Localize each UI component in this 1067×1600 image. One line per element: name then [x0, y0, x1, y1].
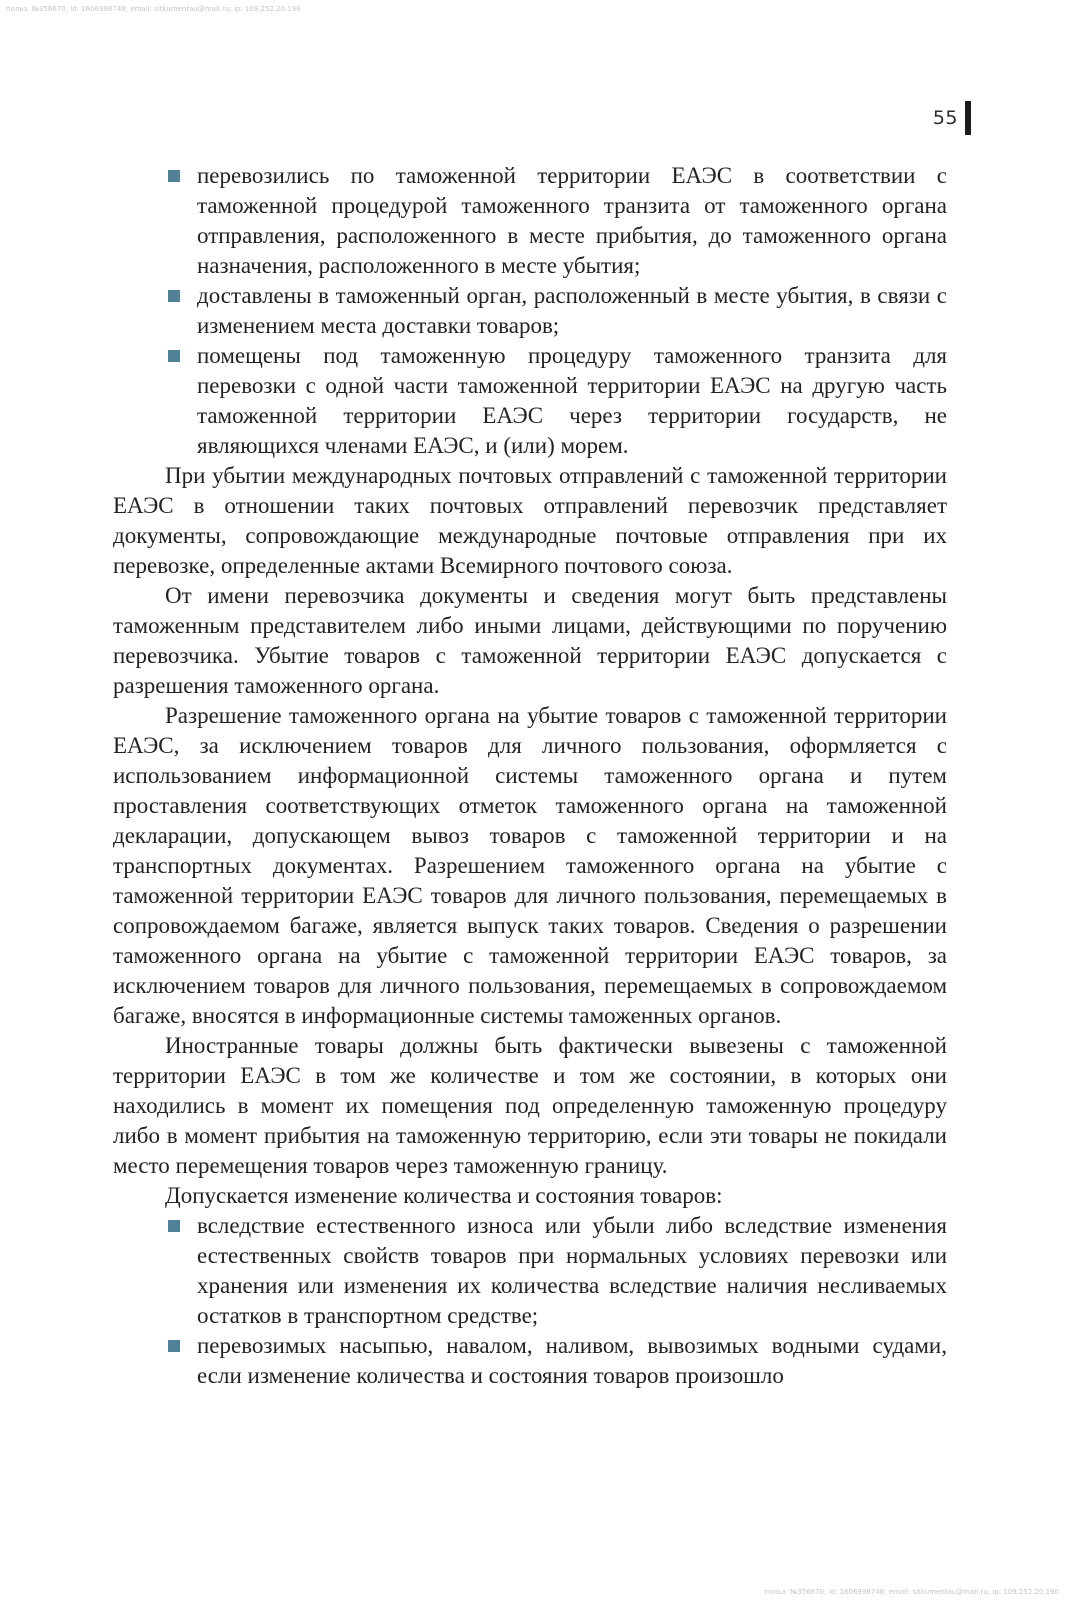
watermark-bottom: польз. №356670; id: 1606998748; email: sitkumentau@mail.ru; ip: 109.252.20.190 [764, 1588, 1059, 1596]
square-bullet-icon [168, 1220, 180, 1232]
list-item [197, 161, 947, 281]
page-number-bar [965, 101, 971, 135]
bullet-list-conditions [113, 161, 947, 461]
list-item [197, 341, 947, 461]
paragraph-allowed-changes: Допускается изменение количества и состояния товаров: [165, 1183, 723, 1208]
list-item-text: перевозились по таможенной территории ЕАЭС в соответствии с таможенной процедурой таможенного транзита от таможенного органа отправления, расположенного в месте прибытия, до таможенного органа назначения, расположенного в месте убытия; [197, 163, 947, 278]
bullet-list-changes [113, 1211, 947, 1391]
paragraph-foreign-goods: Иностранные товары должны быть фактически вывезены с таможенной территории ЕАЭС в том же количестве и том же состоянии, в которых они находились в момент их помещения под определенную таможенную процедуру либо в момент прибытия на таможенную территорию, если эти товары не покидали место перемещения товаров через таможенную границу. [113, 1033, 947, 1178]
square-bullet-icon [168, 1340, 180, 1352]
square-bullet-icon [168, 350, 180, 362]
list-item [197, 281, 947, 341]
list-item [197, 1331, 947, 1391]
paragraph-departure-permission: Разрешение таможенного органа на убытие товаров с таможенной территории ЕАЭС, за исключением товаров для личного пользования, оформляется с использованием информационной системы таможенного органа и путем проставления соответствующих отметок таможенного органа на таможенной декларации, допускающем вывоз товаров с таможенной территории и на транспортных документах. Разрешением таможенного органа на убытие с таможенной территории ЕАЭС товаров для личного пользования, перемещаемых в сопровождаемом багаже, является выпуск таких товаров. Сведения о разрешении таможенного органа на убытие с таможенной территории ЕАЭС товаров, за исключением товаров для личного пользования, перемещаемых в сопровождаемом багаже, вносятся в информационные системы таможенных органов. [113, 703, 947, 1028]
page-body [113, 161, 947, 1391]
list-item-text: вследствие естественного износа или убыли либо вследствие изменения естественных свойств товаров при нормальных условиях перевозки или хранения или изменения их количества вследствие наличия несливаемых остатков в транспортном средстве; [197, 1213, 947, 1328]
square-bullet-icon [168, 170, 180, 182]
list-item-text: доставлены в таможенный орган, расположенный в месте убытия, в связи с изменением места доставки товаров; [197, 283, 947, 338]
square-bullet-icon [168, 290, 180, 302]
watermark-top: польз. №356670; id: 1606998748; email: sitkumentau@mail.ru; ip: 109.252.20.190 [6, 5, 301, 13]
list-item [197, 1211, 947, 1331]
list-item-text: перевозимых насыпью, навалом, наливом, вывозимых водными судами, если изменение количества и состояния товаров произошло [197, 1333, 947, 1388]
page-header [933, 101, 971, 135]
paragraph-carrier-representative: От имени перевозчика документы и сведения могут быть представлены таможенным представителем либо иными лицами, действующими по поручению перевозчика. Убытие товаров с таможенной территории ЕАЭС допускается с разрешения таможенного органа. [113, 583, 947, 698]
page-number: 55 [932, 107, 958, 129]
list-item-text: помещены под таможенную процедуру таможенного транзита для перевозки с одной части таможенной территории ЕАЭС на другую часть таможенной территории ЕАЭС через территории государств, не являющихся членами ЕАЭС, и (или) морем. [197, 343, 947, 458]
paragraph-postal-items: При убытии международных почтовых отправлений с таможенной территории ЕАЭС в отношении таких почтовых отправлений перевозчик представляет документы, сопровождающие международные почтовые отправления при их перевозке, определенные актами Всемирного почтового союза. [113, 463, 947, 578]
